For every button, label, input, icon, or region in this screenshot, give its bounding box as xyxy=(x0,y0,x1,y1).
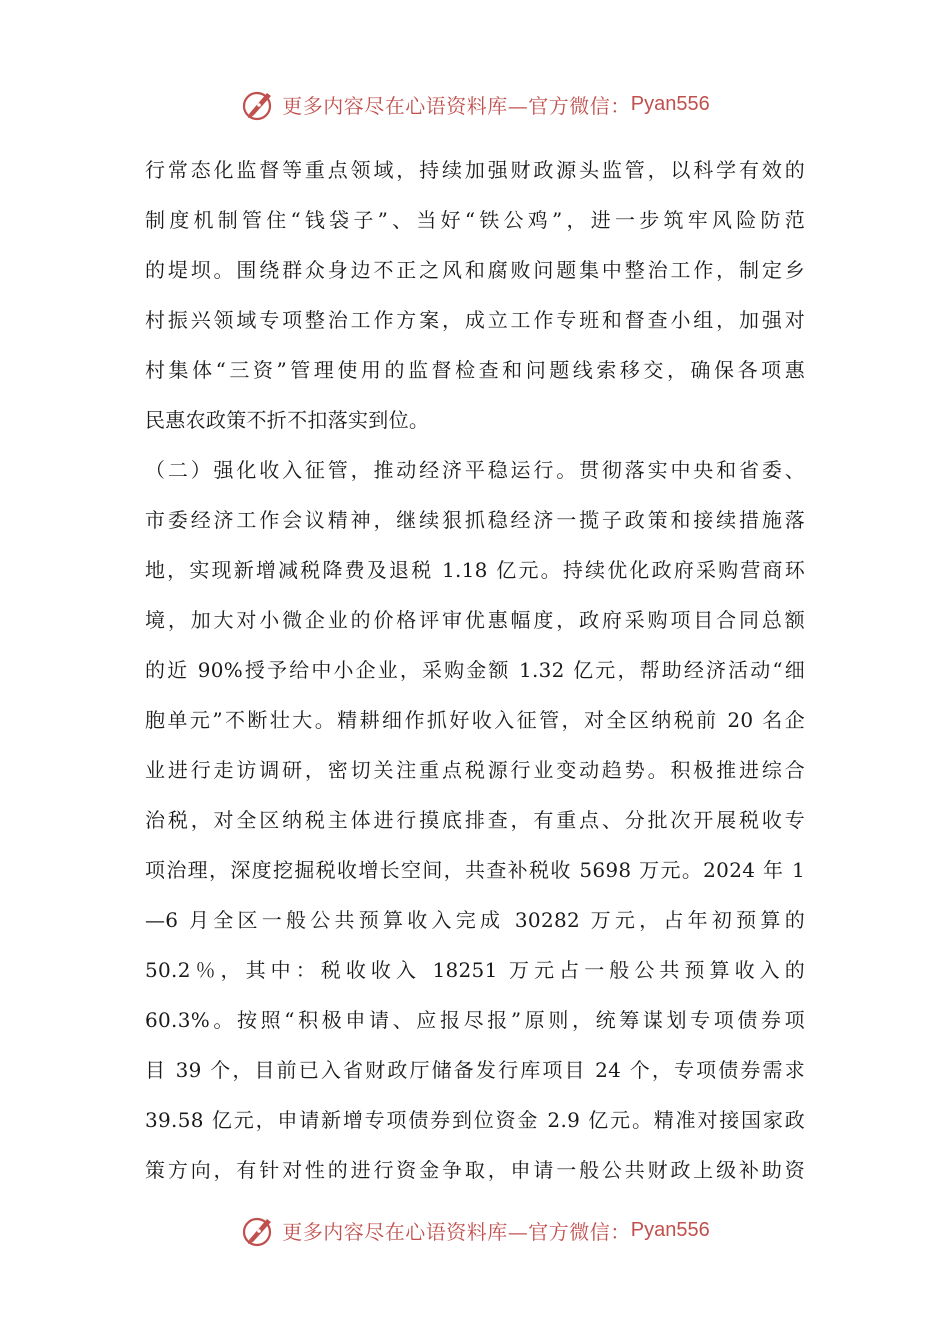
text-line: 村振兴领域专项整治工作方案，成立工作专班和督查小组，加强对 xyxy=(145,308,805,332)
footer-watermark-banner xyxy=(0,1210,950,1250)
text-line: 39.58 亿元，申请新增专项债券到位资金 2.9 亿元。精准对接国家政 xyxy=(145,1108,805,1132)
text-line: 制度机制管住“钱袋子”、当好“铁公鸡”，进一步筑牢风险防范 xyxy=(145,208,805,232)
text-line: 治税，对全区纳税主体进行摸底排查，有重点、分批次开展税收专 xyxy=(145,808,805,832)
text-line: 目 39 个，目前已入省财政厅储备发行库项目 24 个，专项债券需求 xyxy=(145,1058,805,1082)
pen-nib-circle-icon xyxy=(240,85,278,123)
text-line: 业进行走访调研，密切关注重点税源行业变动趋势。积极推进综合 xyxy=(145,758,805,782)
banner-text: 更多内容尽在心语资料库—官方微信： xyxy=(282,93,631,118)
text-line: 民惠农政策不折不扣落实到位。 xyxy=(145,408,430,432)
banner-text: 更多内容尽在心语资料库—官方微信： xyxy=(282,1219,631,1244)
text-line: 的堤坝。围绕群众身边不正之风和腐败问题集中整治工作，制定乡 xyxy=(145,258,805,282)
text-line: 境，加大对小微企业的价格评审优惠幅度，政府采购项目合同总额 xyxy=(145,608,805,632)
header-watermark-banner xyxy=(0,84,950,124)
text-line: 行常态化监督等重点领域，持续加强财政源头监管，以科学有效的 xyxy=(145,158,805,182)
text-line: 项治理，深度挖掘税收增长空间，共查补税收 5698 万元。2024 年 1 xyxy=(145,858,805,882)
text-line: （二）强化收入征管，推动经济平稳运行。贯彻落实中央和省委、 xyxy=(145,458,805,482)
text-line: 60.3%。按照“积极申请、应报尽报”原则，统筹谋划专项债券项 xyxy=(145,1008,805,1032)
text-line: 地，实现新增减税降费及退税 1.18 亿元。持续优化政府采购营商环 xyxy=(145,558,805,582)
banner-wechat-id: Pyan556 xyxy=(630,92,710,115)
text-line: 的近 90%授予给中小企业，采购金额 1.32 亿元，帮助经济活动“细 xyxy=(145,658,805,682)
document-body xyxy=(145,145,805,1195)
text-line: 50.2％，其中：税收收入 18251 万元占一般公共预算收入的 xyxy=(145,958,805,982)
text-line: 村集体“三资”管理使用的监督检查和问题线索移交，确保各项惠 xyxy=(145,358,805,382)
text-line: 策方向，有针对性的进行资金争取，申请一般公共财政上级补助资 xyxy=(145,1158,805,1182)
banner-wechat-id: Pyan556 xyxy=(630,1218,710,1241)
text-line: —6 月全区一般公共预算收入完成 30282 万元，占年初预算的 xyxy=(145,908,805,932)
text-line: 市委经济工作会议精神，继续狠抓稳经济一揽子政策和接续措施落 xyxy=(145,508,805,532)
pen-nib-circle-icon xyxy=(240,1211,278,1249)
text-line: 胞单元”不断壮大。精耕细作抓好收入征管，对全区纳税前 20 名企 xyxy=(145,708,805,732)
